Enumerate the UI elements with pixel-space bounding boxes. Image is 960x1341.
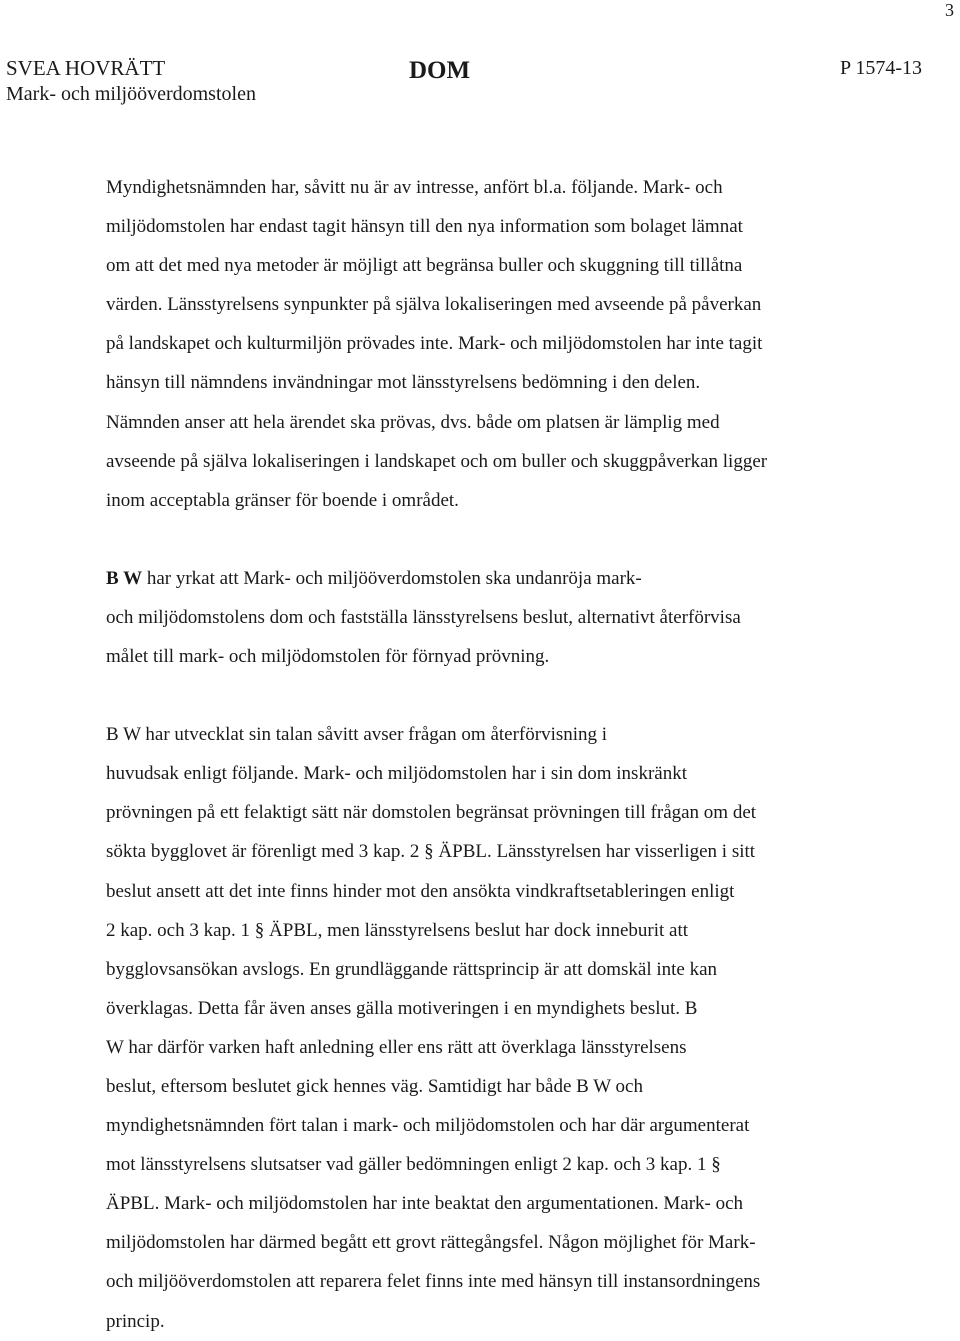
text-line: B W har utvecklat sin talan såvitt avser frågan om återförvisning i (106, 724, 608, 746)
text-line: myndighetsnämnden fört talan i mark- och miljödomstolen och har där argumenterat (106, 1115, 750, 1137)
text-line: beslut, eftersom beslutet gick hennes väg. Samtidigt har både B W och (106, 1075, 643, 1097)
text-line: värden. Länsstyrelsens synpunkter på själva lokaliseringen med avseende på påverkan (106, 294, 762, 316)
text-line: målet till mark- och miljödomstolen för förnyad prövning. (106, 646, 550, 668)
text-line: om att det med nya metoder är möjligt att begränsa buller och skuggning till tillåtna (106, 255, 743, 277)
text-line: bygglovsansökan avslogs. En grundläggande rättsprincip är att domskäl inte kan (106, 958, 718, 980)
text-line: ÄPBL. Mark- och miljödomstolen har inte beaktat den argumentationen. Mark- och (106, 1193, 744, 1215)
text-line: och miljööverdomstolen att reparera felet finns inte med hänsyn till instansordningens (106, 1271, 761, 1293)
document-header (6, 55, 922, 115)
text-line: Myndighetsnämnden har, såvitt nu är av intresse, anfört bl.a. följande. Mark- och (106, 177, 723, 198)
text-line: beslut ansett att det inte finns hinder mot den ansökta vindkraftsetableringen enligt (106, 880, 735, 902)
text-line: på landskapet och kulturmiljön prövades inte. Mark- och miljödomstolen har inte tagit (106, 333, 763, 355)
text-line: W har därför varken haft anledning eller ens rätt att överklaga länsstyrelsens (106, 1036, 687, 1058)
paragraph-yrkande (106, 559, 906, 676)
case-number: P 1574-13 (839, 57, 922, 79)
text-line: sökta bygglovet är förenligt med 3 kap. 2 § ÄPBL. Länsstyrelsen har visserligen i sitt (106, 841, 756, 863)
text-line: har yrkat att Mark- och miljööverdomstolen ska undanröja mark- (142, 567, 642, 589)
text-line: miljödomstolen har endast tagit hänsyn till den nya information som bolaget lämnat (106, 216, 743, 238)
text-line: överklagas. Detta får även anses gälla motiveringen i en myndighets beslut. B (106, 997, 698, 1019)
text-line: Nämnden anser att hela ärendet ska prövas, dvs. både om platsen är lämplig med (106, 411, 720, 433)
page-number: 3 (945, 0, 954, 20)
text-line: och miljödomstolens dom och fastställa länsstyrelsens beslut, alternativt återförvisa (106, 606, 741, 628)
paragraph-myndighetsnamnden (106, 168, 906, 520)
text-line: 2 kap. och 3 kap. 1 § ÄPBL, men länsstyrelsens beslut har dock inneburit att (106, 919, 689, 941)
court-name: SVEA HOVRÄTT (6, 56, 166, 80)
text-line: hänsyn till nämndens invändningar mot länsstyrelsens bedömning i den delen. (106, 372, 701, 394)
document-type: DOM (409, 57, 471, 84)
text-line: prövningen på ett felaktigt sätt när domstolen begränsat prövningen till frågan om det (106, 802, 757, 824)
party-name: B W (106, 567, 143, 589)
paragraph-utveckling (106, 715, 906, 1341)
court-name-block (6, 55, 256, 107)
text-line: mot länsstyrelsens slutsatser vad gäller bedömningen enligt 2 kap. och 3 kap. 1 § (106, 1154, 721, 1176)
text-line: inom acceptabla gränser för boende i området. (106, 489, 459, 511)
text-line: avseende på själva lokaliseringen i landskapet och om buller och skuggpåverkan ligger (106, 450, 768, 472)
text-line: princip. (106, 1310, 165, 1332)
court-division: Mark- och miljööverdomstolen (6, 83, 256, 105)
text-line: huvudsak enligt följande. Mark- och miljödomstolen har i sin dom inskränkt (106, 763, 687, 785)
text-line: miljödomstolen har därmed begått ett grovt rättegångsfel. Någon möjlighet för Mark- (106, 1232, 756, 1254)
document-body (106, 168, 906, 1341)
